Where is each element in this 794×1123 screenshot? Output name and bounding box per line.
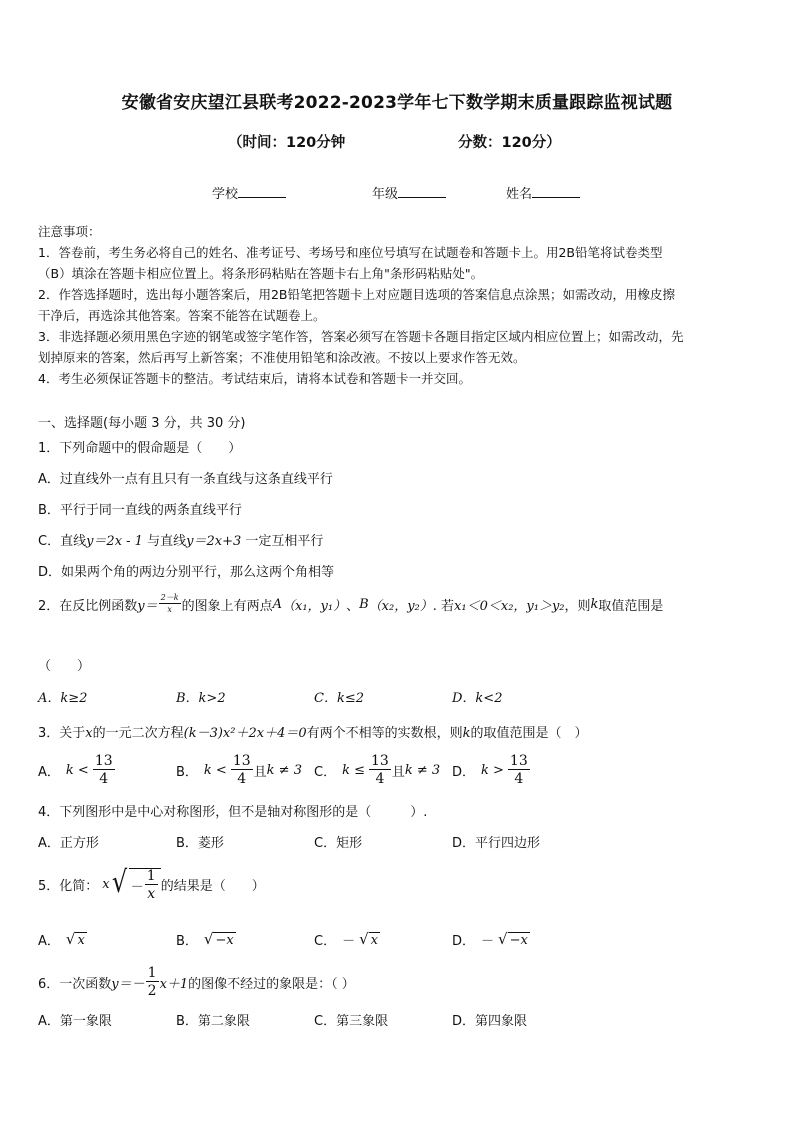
q2-option-a[interactable]: A．k≥2 — [38, 691, 88, 706]
q3-option-c[interactable] — [314, 754, 440, 786]
q5-radical-sign: √ — [111, 865, 127, 900]
q2-fraction — [159, 594, 181, 614]
school-blank[interactable] — [238, 185, 286, 198]
q5-stem — [38, 865, 265, 902]
q6-tail: x＋1 — [159, 976, 189, 992]
grade-label: 年级 — [372, 187, 399, 202]
q3-post2: 的取值范围是（ ） — [470, 726, 588, 741]
notice-item-1a: 1．答卷前，考生务必将自己的姓名、准考证号、考场号和座位号填写在试题卷和答题卡上。用2B铅笔将试卷类型 — [38, 245, 663, 260]
q3-a-den: 4 — [99, 771, 109, 787]
q3-c-and: 且 — [391, 764, 405, 780]
q5-a-sqrt — [65, 929, 87, 948]
q2-y: y＝ — [137, 598, 158, 614]
notice-item-1b: （B）填涂在答题卡相应位置上。将条形码粘贴在答题卡右上角"条形码粘贴处"。 — [38, 266, 484, 281]
q3-a-rel: k < — [65, 762, 89, 778]
q1-c-eq1: y＝2x - 1 — [86, 534, 143, 549]
q3-b-rel: k < — [203, 762, 227, 778]
school-field[interactable] — [212, 183, 286, 202]
q3-b-frac — [231, 754, 253, 786]
q3-c-kne3: k ≠ 3 — [404, 762, 441, 778]
q6-option-c[interactable]: C．第三象限 — [314, 1014, 389, 1029]
q6-stem — [38, 966, 355, 998]
q6-pre: 6．一次函数 — [38, 976, 112, 992]
q6-option-d[interactable]: D．第四象限 — [452, 1014, 528, 1029]
q6-option-b[interactable]: B．第二象限 — [176, 1014, 250, 1029]
q6-two: 2 — [147, 983, 157, 999]
q3-pre: 3．关于 — [38, 726, 86, 741]
q5-d-neg: － — [481, 934, 495, 949]
q5-option-d[interactable] — [452, 930, 530, 949]
q5-a-radicand: x — [77, 932, 85, 948]
q5-d-radical-sign: √ — [498, 929, 508, 948]
q2-post-pre: ，则 — [564, 598, 591, 614]
q2-point-b: B — [359, 596, 369, 612]
q3-c-rel: k ≤ — [342, 762, 365, 778]
notice-item-3b: 划掉原来的答案，然后再写上新答案；不准使用铅笔和涂改液。不按以上要求作答无效。 — [38, 350, 526, 365]
q5-b-radicand: −x — [215, 932, 234, 948]
q5-option-b[interactable] — [176, 930, 236, 949]
q5-c-neg: － — [342, 934, 356, 949]
q5-c-label: C． — [314, 934, 337, 949]
q4-option-a[interactable]: A．正方形 — [38, 836, 99, 851]
q5-one: 1 — [146, 868, 156, 884]
q1-option-d[interactable]: D．如果两个角的两边分别平行，那么这两个角相等 — [38, 565, 335, 580]
name-label: 姓名 — [506, 187, 533, 202]
q3-a-num: 13 — [94, 753, 113, 769]
q3-b-den: 4 — [237, 771, 247, 787]
q3-b-kne3: k ≠ 3 — [266, 762, 302, 778]
notice-item-3a: 3．非选择题必须用黑色字迹的钢笔或签字笔作答，答案必须写在答题卡各题目指定区域内相应位置上；如需改动，先 — [38, 329, 684, 344]
q3-x: x — [85, 726, 93, 741]
q3-stem — [38, 722, 588, 741]
q3-d-den: 4 — [514, 771, 524, 787]
q5-minus: － — [130, 879, 144, 895]
q1-option-a[interactable]: A．过直线外一点有且只有一条直线与这条直线平行 — [38, 472, 333, 487]
q6-y: y＝－ — [111, 976, 145, 992]
q3-a-label: A． — [38, 764, 60, 780]
q5-b-sqrt — [203, 929, 236, 948]
exam-title: 安徽省安庆望江县联考2022-2023学年七下数学期末质量跟踪监视试题 — [121, 93, 673, 113]
name-blank[interactable] — [532, 185, 580, 198]
q3-mid: 的一元二次方程 — [92, 726, 184, 741]
q5-c-radical-sign: √ — [359, 929, 369, 948]
q1-c-post: 一定互相平行 — [245, 534, 324, 549]
q4-option-b[interactable]: B．菱形 — [176, 836, 224, 851]
q5-radical-body — [129, 868, 161, 901]
section-heading: 一、选择题(每小题 3 分，共 30 分) — [38, 416, 246, 431]
notice-item-2b: 干净后，再选涂其他答案。答案不能答在试题卷上。 — [38, 308, 326, 323]
q2-stem — [38, 594, 663, 614]
q5-d-sqrt — [498, 929, 530, 948]
q6-post: 的图像不经过的象限是：（ ） — [188, 976, 355, 992]
q5-x: x — [102, 877, 110, 892]
q2-condition: x₁＜0＜x₂，y₁＞y₂ — [454, 598, 565, 614]
q3-post1: 有两个不相等的实数根，则 — [306, 726, 463, 741]
q3-c-den: 4 — [375, 771, 385, 787]
q3-equation: (k－3)x²＋2x＋4＝0 — [183, 726, 307, 741]
q5-b-radical-sign: √ — [203, 929, 214, 948]
q1-c-mid: 与直线 — [147, 534, 187, 549]
q1-stem: 1．下列命题中的假命题是（ ） — [38, 441, 242, 456]
q2-mid: 的图象上有两点 — [181, 598, 273, 614]
q2-pre: 2．在反比例函数 — [38, 598, 138, 614]
q2-cond-pre: . 若 — [432, 598, 455, 614]
q5-fraction — [145, 869, 158, 901]
q5-option-c[interactable] — [314, 930, 380, 949]
q4-stem: 4．下列图形中是中心对称图形，但不是轴对称图形的是（ ）. — [38, 805, 428, 820]
q1-option-b[interactable]: B．平行于同一直线的两条直线平行 — [38, 503, 242, 518]
q3-c-frac — [369, 754, 391, 786]
name-field[interactable] — [506, 183, 580, 202]
notice-item-4: 4．考生必须保证答题卡的整洁。考试结束后，请将本试卷和答题卡一并交回。 — [38, 371, 471, 386]
q1-c-eq2: y＝2x+3 — [186, 534, 242, 549]
q6-option-a[interactable]: A．第一象限 — [38, 1014, 112, 1029]
q2-answer-blank: （ ） — [38, 659, 91, 674]
q3-option-b[interactable] — [176, 754, 302, 786]
q2-option-b[interactable]: B．k>2 — [176, 691, 226, 706]
q2-post: 取值范围是 — [598, 598, 664, 614]
q2-k: k — [590, 596, 599, 612]
q5-radical — [110, 865, 161, 902]
school-label: 学校 — [212, 187, 239, 202]
q3-d-num: 13 — [509, 753, 528, 769]
q3-b-num: 13 — [232, 753, 251, 769]
q5-post: 的结果是（ ） — [160, 879, 265, 894]
q2-fraction-den: x — [167, 605, 172, 614]
q6-fraction — [146, 966, 159, 998]
q2-fraction-num: 2－k — [160, 593, 179, 602]
q2-point-a: A — [272, 596, 282, 612]
q5-d-label: D． — [452, 934, 476, 949]
q3-d-frac — [508, 754, 530, 786]
q4-option-c[interactable]: C．矩形 — [314, 836, 363, 851]
notice-item-2a: 2．作答选择题时，选出每小题答案后，用2B铅笔把答题卡上对应题目选项的答案信息点涂黑；如需改动，用橡皮擦 — [38, 287, 675, 302]
q1-c-pre: C．直线 — [38, 534, 87, 549]
q2-option-c[interactable]: C．k≤2 — [314, 691, 364, 706]
q2-sep: 、 — [346, 598, 360, 614]
grade-blank[interactable] — [398, 185, 446, 198]
exam-time: （时间：120分钟 — [228, 135, 346, 151]
q1-option-c[interactable] — [38, 530, 323, 549]
q4-option-d[interactable]: D．平行四边形 — [452, 836, 541, 851]
q5-den: x — [147, 886, 156, 902]
q5-a-label: A． — [38, 934, 60, 949]
q6-one: 1 — [147, 965, 157, 981]
q3-b-and: 且 — [253, 764, 267, 780]
q5-pre: 5．化简： — [38, 879, 99, 894]
q5-d-radicand: −x — [509, 932, 528, 948]
q5-b-label: B． — [176, 934, 198, 949]
q3-d-label: D． — [452, 764, 476, 780]
q3-c-num: 13 — [370, 753, 389, 769]
q3-option-d[interactable] — [452, 754, 531, 786]
q3-b-label: B． — [176, 764, 198, 780]
q2-option-d[interactable]: D．k<2 — [452, 691, 503, 706]
q5-option-a[interactable] — [38, 930, 87, 949]
q5-c-radicand: x — [370, 932, 378, 948]
q3-option-a[interactable] — [38, 754, 116, 786]
q5-a-radical-sign: √ — [65, 929, 76, 948]
exam-score: 分数：120分） — [458, 135, 561, 151]
q3-c-label: C． — [314, 764, 337, 780]
q3-k: k — [462, 726, 471, 741]
q2-point-a-coord: （x₁，y₁） — [281, 598, 347, 614]
grade-field[interactable] — [372, 183, 446, 202]
q3-a-frac — [93, 754, 115, 786]
q3-d-rel: k > — [481, 762, 504, 778]
notice-heading: 注意事项： — [38, 224, 101, 239]
q2-point-b-coord: （x₂，y₂） — [368, 598, 433, 614]
q5-c-sqrt — [359, 929, 380, 948]
